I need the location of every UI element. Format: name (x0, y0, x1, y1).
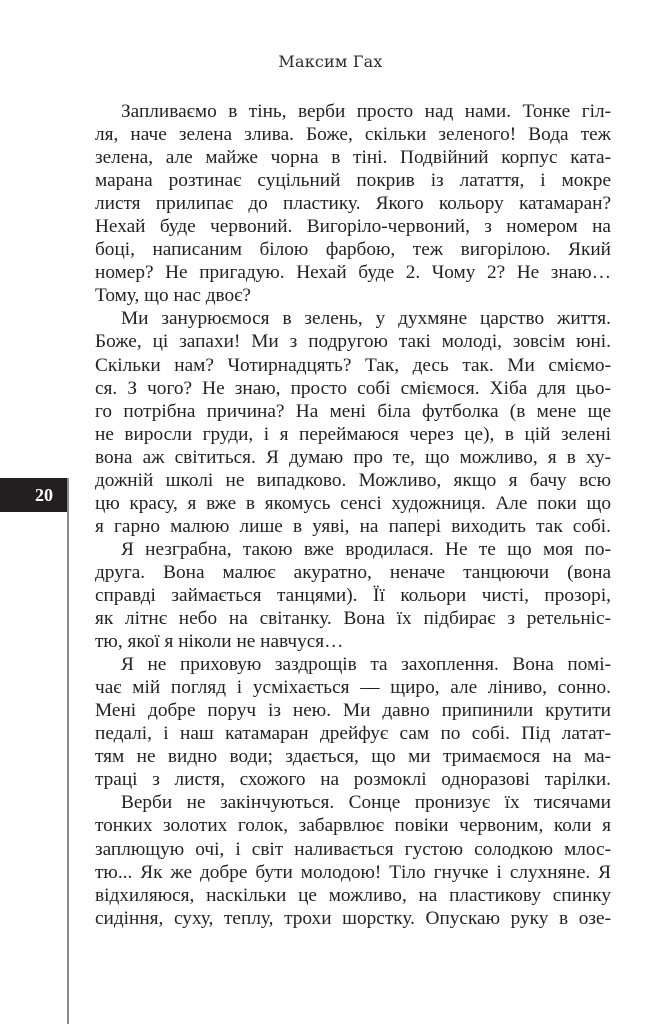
page-number: 20 (0, 478, 67, 512)
text-line: номер? Не пригадую. Нехай буде 2. Чому 2? Не знаю… (95, 262, 611, 284)
text-line: справді займається танцями). Її кольори чисті, прозорі, (95, 584, 611, 606)
text-line: дожній школі не випадково. Можливо, якщо я бачу всю (95, 469, 611, 491)
text-line: Тому, що нас двоє? (95, 285, 251, 307)
text-line: Запливаємо в тінь, верби просто над нами. Тонке гіл- (121, 101, 611, 122)
text-line: Я не приховую заздрощів та захоплення. Вона помі- (121, 654, 611, 676)
running-head-author: Максим Гах (278, 52, 383, 71)
text-line: Ми занурюємося в зелень, у духмяне царство життя. (121, 308, 611, 330)
paragraph (95, 100, 611, 307)
text-line: Верби не закінчуються. Сонце пронизує їх тисячами (121, 792, 611, 814)
text-line: вона аж світиться. Я думаю про те, що можливо, я в ху- (95, 446, 611, 468)
margin-rule (67, 478, 69, 1024)
text-line: Боже, ці запахи! Ми з подругою такі молоді, зовсім юні. (95, 331, 611, 353)
text-line: друга. Вона малює акуратно, неначе танцюючи (вона (95, 561, 611, 583)
text-line: заплющую очі, і світ наливається густою солодкою млос- (95, 838, 611, 860)
text-line: тонких золотих голок, забарвлює повіки червоним, коли я (95, 815, 611, 837)
text-line: марана розтинає суцільний покрив із латаття, і мокре (95, 170, 611, 192)
text-line: траці з листя, схожого на розмоклі одноразові тарілки. (95, 769, 611, 791)
text-line: ля, наче зелена злива. Боже, скільки зеленого! Вода теж (95, 124, 611, 146)
text-line: боці, написаним білою фарбою, теж вигорілою. Який (95, 239, 611, 261)
text-line: ся. З чого? Не знаю, просто собі сміємося. Хіба для цьо- (95, 377, 611, 399)
paragraph (95, 791, 611, 929)
text-line: зелена, але майже чорна в тіні. Подвійний корпус ката- (95, 147, 611, 169)
paragraph (95, 538, 611, 653)
paragraph (95, 307, 611, 537)
text-line: як літнє небо на світанку. Вона їх підбирає з ретельніс- (95, 608, 611, 630)
text-line: тю... Як же добре бути молодою! Тіло гнучке і слухняне. Я (95, 861, 611, 883)
paragraph (95, 653, 611, 791)
text-line: чає мій погляд і усміхається — щиро, але ліниво, сонно. (95, 677, 611, 699)
body-text (95, 100, 611, 930)
text-line: го потрібна причина? На мені біла футболка (в мене ще (95, 400, 611, 422)
text-line: листя прилипає до пластику. Якого кольору катамаран? (95, 193, 611, 215)
text-line: Я незграбна, такою вже вродилася. Не те що моя по- (121, 538, 611, 560)
text-line: Скільки нам? Чотирнадцять? Так, десь так. Ми сміємо- (95, 354, 611, 376)
text-line: я гарно малюю лише в уяві, на папері виходить так собі. (95, 515, 611, 537)
text-line: тям не видно води; здається, що ми тримаємося на ма- (95, 746, 611, 768)
text-line: відхиляюся, наскільки це можливо, на пластикову спинку (95, 884, 611, 906)
text-line: сидіння, суху, теплу, трохи шорстку. Опускаю руку в озе- (95, 907, 611, 929)
text-line: цю красу, я вже в якомусь сенсі художниця. Але поки що (95, 492, 611, 514)
text-line: Мені добре поруч із нею. Ми давно припинили крутити (95, 700, 611, 722)
text-line: Нехай буде червоний. Вигоріло-червоний, з номером на (95, 216, 611, 238)
text-line: педалі, і наш катамаран дрейфує сам по собі. Під латат- (95, 723, 611, 745)
text-line: тю, якої я ніколи не навчуся… (95, 631, 344, 653)
text-line: не виросли груди, і я переймаюся через це), в цій зелені (95, 423, 611, 445)
